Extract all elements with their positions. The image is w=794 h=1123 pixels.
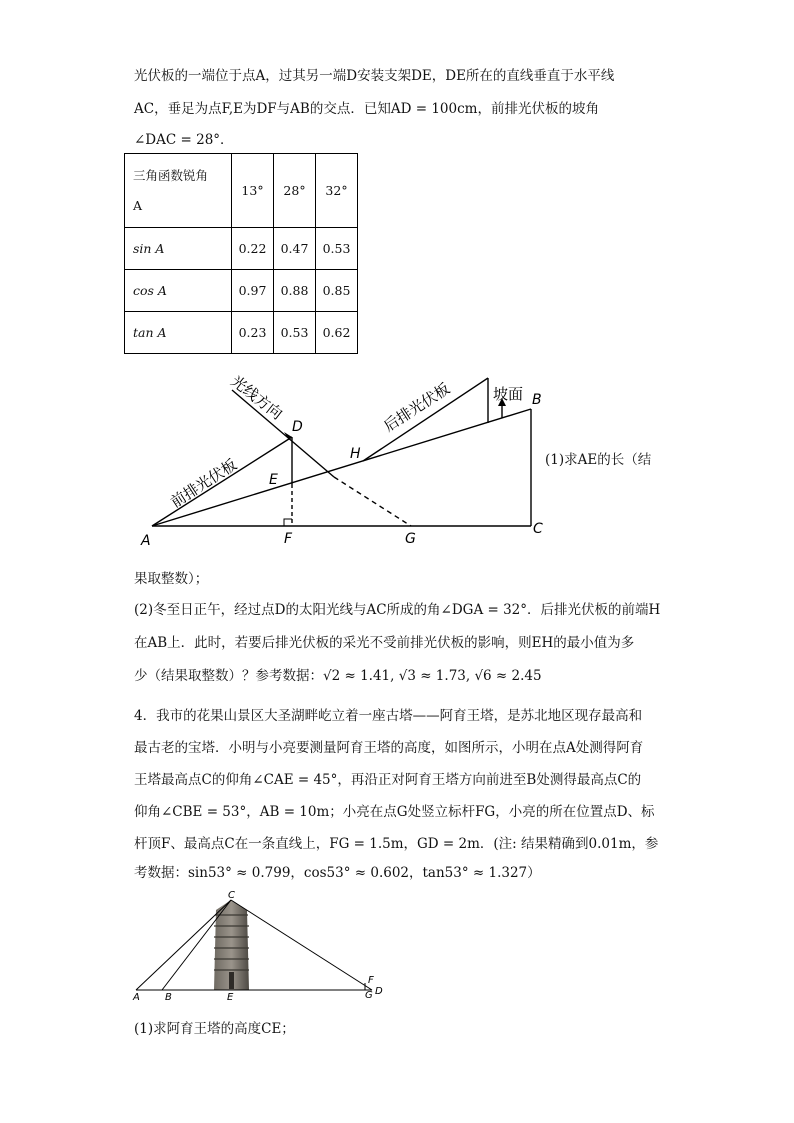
angle-32: 32°	[316, 154, 358, 228]
point-B-2: B	[165, 992, 172, 1003]
q4-1: (1)求阿育王塔的高度CE；	[134, 1021, 295, 1037]
solar-panel-figure	[0, 360, 794, 560]
line-AB	[152, 409, 531, 526]
p4-line-2: 最古老的宝塔．小明与小亮要测量阿育王塔的高度，如图所示，小明在点A处测得阿育	[134, 740, 644, 756]
q1-part-b: 果取整数）；	[134, 571, 209, 587]
point-A: A	[141, 533, 151, 549]
intro-line-2: AC，垂足为点F,E为DF与AB的交点．已知AD = 100cm，前排光伏板的坡角	[134, 101, 599, 117]
table-row	[125, 312, 358, 354]
tan-13: 0.23	[232, 312, 274, 354]
tan-32: 0.62	[316, 312, 358, 354]
point-G: G	[405, 531, 416, 547]
tan-28: 0.53	[274, 312, 316, 354]
label-front-panel: 前排光伏板	[167, 455, 241, 512]
sin-13: 0.22	[232, 228, 274, 270]
table-row	[125, 228, 358, 270]
label-light-direction: 光线方向	[227, 371, 286, 424]
cos-13: 0.97	[232, 270, 274, 312]
trig-table	[124, 153, 358, 354]
table-row	[125, 154, 358, 228]
header-label-line-1: 三角函数锐角	[133, 167, 209, 183]
point-B: B	[532, 392, 542, 408]
p4-line-5: 杆顶F、最高点C在一条直线上，FG = 1.5m，GD = 2m．(注: 结果精确到0.01m，参	[134, 836, 659, 852]
point-H: H	[350, 446, 361, 462]
table-row	[125, 270, 358, 312]
sin-28: 0.47	[274, 228, 316, 270]
pagoda-image	[214, 900, 249, 990]
angle-28: 28°	[274, 154, 316, 228]
p4-line-4: 仰角∠CBE = 53°，AB = 10m；小亮在点G处竖立标杆FG，小亮的所在位置点D、标	[134, 804, 655, 820]
pagoda-figure	[0, 888, 794, 1004]
right-angle-mark	[284, 519, 292, 526]
q1-part-a: (1)求AE的长（结	[545, 452, 652, 468]
p4-line-6: 考数据：sin53° ≈ 0.799，cos53° ≈ 0.602，tan53° ≈ 1.327）	[134, 865, 541, 881]
point-C: C	[533, 521, 543, 537]
header-label-cell	[125, 154, 232, 228]
point-A-2: A	[133, 992, 140, 1003]
cos-28: 0.88	[274, 270, 316, 312]
point-D: D	[292, 419, 303, 435]
func-tan: tan A	[125, 312, 232, 354]
point-D-2: D	[375, 986, 383, 997]
label-back-panel: 后排光伏板	[380, 379, 454, 436]
func-cos: cos A	[125, 270, 232, 312]
intro-line-1: 光伏板的一端位于点A，过其另一端D安装支架DE，DE所在的直线垂直于水平线	[134, 68, 615, 84]
p4-line-1: 4．我市的花果山景区大圣湖畔屹立着一座古塔——阿育王塔，是苏北地区现存最高和	[134, 708, 643, 724]
ray-to-G	[334, 477, 411, 526]
light-ray	[232, 390, 334, 477]
header-label-line-2: A	[133, 197, 143, 213]
sin-32: 0.53	[316, 228, 358, 270]
line-CD-pagoda	[231, 900, 372, 990]
func-sin: sin A	[125, 228, 232, 270]
point-C-2: C	[228, 890, 235, 901]
angle-13: 13°	[232, 154, 274, 228]
p4-line-3: 王塔最高点C的仰角∠CAE = 45°，再沿正对阿育王塔方向前进至B处测得最高点C的	[134, 772, 642, 788]
point-G-2: G	[365, 990, 373, 1001]
point-E: E	[269, 472, 278, 488]
point-E-2: E	[227, 992, 234, 1003]
q2-line-1: (2)冬至日正午，经过点D的太阳光线与AC所成的角∠DGA = 32°．后排光伏板的前端H	[134, 602, 661, 618]
label-slope: 坡面	[493, 385, 524, 403]
intro-line-3: ∠DAC = 28°．	[134, 132, 234, 148]
cos-32: 0.85	[316, 270, 358, 312]
point-F-2: F	[368, 975, 374, 986]
point-F: F	[284, 531, 293, 547]
q2-line-3: 少（结果取整数）？参考数据：√2 ≈ 1.41, √3 ≈ 1.73, √6 ≈ 2.45	[134, 668, 542, 684]
q2-line-2: 在AB上．此时，若要后排光伏板的采光不受前排光伏板的影响，则EH的最小值为多	[134, 635, 635, 651]
